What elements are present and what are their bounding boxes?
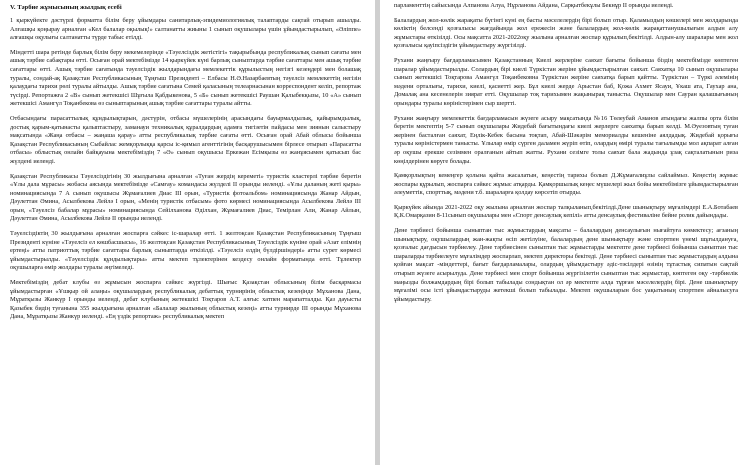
paragraph-independence-events: Тәуелсіздіктің 30 жылдығына арналған жоспарға сәйкес іс-шаралар өтті. 1 желтоқсан Қазақстан Республикасының Тұңғыш Президенті күніне «Тәуелсіз ел көшбасшысы», 16 желтоқсан Қазақстан Республикасының Тәуелсіздік күніне орай «Азат елімнің ертеңі» атты патриоттық тәрбие сағаттары барлық сыныптарда өткізілді. «Тәуелсіз елдің бүлдіршіндері» атты сурет көрмесі ұйымдастырылды. «Тәуелсіздік құндылықтары» атты мектеп тұлектерінен кездесу онлайн форматында өтті. Тұлектер оқушыларға өмір жолдары туралы әңгімеледі. [10, 230, 361, 272]
paragraph-physical-education: Дене тәрбиесі бойынша сыныптан тыс жұмыстардың мақсаты – балалардың денсаулығын нығайтуға көмектесу; ағзаның шынықтыру, оқушылардың жан-жақты өсіп жетілуіне, балалардың дене шынықтыру және спортпен үнемі шұғылдануға, қозғалыс дағдысын тәрбиелеу. Дене тәрбиесінен сыныптан тыс жұмыстарды мектепте дене тәрбиесі бойынша сыныптан тыс шараларды тәрбиелеуге мұғалімдер жоспарлап, мектеп директоры бекітеді. Дене тәрбиесі сыныптан тыс жұмыстардың алдына қойған мақсат -міндеттері, бағыт бағдарламалары, олардың ұйымдастыру әдіс-тәсілдері өзінің тұтастық сипатын сақтай отырып жүзеге асырылуда. Дене тәрбиесі мен спорт бойынша жүргізілетін сыныптан тыс жұмыстар, көптеген оқу -тәрбиелік маңызды болжамдардың бірі болып табылады сондықтан ол әр мектепте алда тұрған мәселелердің бірі. Дене шынықтыру мұғалімі осы істі ұйымдастыруды жетекші болып табылады. Мектеп оқушыларын бос уақытының спортпен айналысуға ұйымдастыру. [394, 227, 738, 303]
paragraph-debate-club: Мектебіміздің дебат клубы өз жұмысын жоспарға сәйкес жүргізді. Шығыс Қазақстан облысының білім басқармасы ұйымдастырған «Ұшқыр ой алаңы» оқушылардың республикалық дебаттық турнирінің облыстық кезеңінде Мұханова Дана, Мұратқызы Жанкүр І орынды иеленді, дебат клубының жетекшісі Тоқтаров А.Т. алғыс хатпен марапатталды. Қаз дауысты Қазыбек бидің туғанына 355 жылдығына арналған «Балалар жылының облыстық кезеңі» атты турнирде ІІІ орынды Мұханова Дана, Мұратқызы Жанкүр иеленді. «Ең үздік репортаж» республикалық мектеп [10, 279, 361, 321]
paragraph-health-festival: Қыркүйек айында 2021-2022 оқу жылына арналған жоспар талқыланып,бекітілді.Дене шынықтыру мұғалімдері Е.А.Ботабаев Қ.К.Омарқазин 8-11сынып оқушылары мен «Спорт денсаулық кепілі» атты денсаулық фестиваліне бейне ролик дайындады. [394, 203, 738, 220]
paragraph-school-opening: 1 қыркүйекте дәстүрлі форматта білім беру ұйымдары санитарлық-эпидемиологиялық талаптарды сақтай отырып ашылды. Алғашқы қоңырау арналған «Кел балалар оқылық!» салтанатты жиыны 1 сынып оқушылары үшін ұйымдастырылып, «Әліппе» алғашқы оқулығы салтанатты түрде табыс етілді. [10, 17, 361, 42]
paragraph-road-safety: Балалардың жол-көлік жарақаты бүгінгі күні ең басты мәселелердің бірі болып отыр. Қаламыздың көшелері мен жолдарында көліктің белсенді қозғалысы жағдайында жол ережесін және балалардың жол-көлік жарақаттанушылығын алдын алу жұмыстары өткізілді. Осы мақсатта 2021-2022оқу жылына арналған жоспар құрылып,бекітілді. Алдын-алу шаралары мен жол қозғалысы қауіпсіздігін ұйымдастыру жүргізілді. [394, 16, 738, 50]
document-page-right [380, 0, 750, 465]
section-heading: V. Тәрбие жұмысының жылдық есебі [10, 4, 122, 11]
paragraph-zhidebay-trip: Рухани жаңғыру мемлекеттік бағдарламасын жүзеге асыру мақсатында №16 Төлеубай Аманов атындағы жалпы орта білім беретін мектептің 5-7 сынып оқушылары Жидебай бағытындағы киелі жерлерге саяхатқа барып келді. М.Әуезовтың туған жерінен басталған саяхат, Еңлік-Кебек басына тоқтап, Абай-Шәкәрім мемориалды кешеніне аялдадық. Жидебай қорығы туралы көріністермен танысты. Ұлылар өмір сүрген даламен жүріп өтіп, олардың өмірі туралы тағылымды мол ақпарат алған әр оқушы ерекше сезіммен оралғанын айтып жатты. Рухани сезімге толы саяхат бала жадында ұзақ сақталатынын риза көңілдерінен көруге болады. [394, 114, 738, 165]
paragraph-trustee-council: Қамқорлықтың кемеңгер қолына қайта жасалатын, кеңестің тарихы болып Д.Жұмағалиұлы сайлаймыз. Кеңестің жұмыс жоспары құрылып, жоспарға сәйкес жұмыс атқарды. Қамқоршылық кеңес мүшелері жыл бойы мектебімізге ұйымдастырылған әлеуметтік, спорттық, мәдени т.б. шараларға қолдау көрсетіп отырды. [394, 172, 738, 197]
paragraph-tourism-cluster: Қазақстан Республикасы Тәуелсіздігінің 30 жылдығына арналған «Туған жердің кереметі» туристік кластерлі тәрбие беретін «Ұлы дала мұрасы» жобасы аясында мектебімізде «Самғау» командасы жүлделі ІІ орынды иеленді. «Ұлы даланың жеті қыры» номинациясында 7 А сынып оқушысы Жұмағалиев Диас ІІІ орын, «Туристік фотоальбом» номинациясында Жанар Айдын, Дәулеттан Әмина, Асылбекова Лейлә І орын, «Менің туристік отбасым» фото көрмесі номинациясында Асылбекова Лейлә ІІІ орын, «Тәуелсіз бабалар мұрасы» номинациясында Сейілханова Әділхан, Жұмағалиев Диас, Темірлан Али, Жанар Айлын, Дәулеттан Әмина, Асылбекова Лейлә ІІ орынды иеленді. [10, 172, 361, 223]
paragraph-independence-class-hour: Міндетті шара ретінде барлық білім беру мекемелерінде «Тәуелсіздік жетістігі» тақырыбында республикалық сынып сағаты мен ашық тәрбие сабақтары өтті. Осыған орай мектебімізде 14 қыркүйек күні барлық сыныптарда тәрбие сағаттары мен ашық тәрбие сағаттары өтті. Ашық тәрбие сағатында тәуелсіздік жылдарындағы мемлекеттік құрылыстың негізгі кезеңдері мен болашақ туралы, сондай-ақ Қазақстан Республикасының Тұңғыш Президенті – Елбасы Н.Ә.Назарбаевтың тәуелсіз мемлекеттің негізін қалаудағы тарихи рөлі туралы айтылды. Ашық тәрбие сағатына Семей қаласының телеарнасынан корреспондент келіп, репортаж түсірді. Репортажға 2 «В» сынып жетекшісі Шұғыла Қабдыкенова, 5 «Б» сынып жетекшісі Раушан Қалыбекқызы, 10 «А» сынып жетекшісі Амангүл Тоқанбекова өз сыныптарының ашық тәрбие сағаттары туралы айтты. [10, 48, 361, 108]
paragraph-family-values: Отбасындағы парасаттылық құндылықтарын, дәстүрін, отбасы мүшелерінің арасындағы бауырмалдылық, қайырымдылық, достық қарым-қатынасты қалыптастыру, заманауи техникалық құралдардың адамға тигізетін пайдасы мен зиянын салыстыру мақсатында «Жаңа отбасы – жаңаша қарау» атты республикалық тәрбие сағаты өтті. Осыған орай Абай облысы бойынша Қазақстан Республикасының Сыбайлас жемқорлыққа қарсы іс-қимыл агенттігінің басқарушысымен бірлесе отырып «Парасатты отбасы» облыстық онлайн байқауына мектебіміздің 7 «Ә» сынып оқушысы Еркежан Есімқызы өз жанұясымен қатысып бас жүлдені иеленді. [10, 114, 361, 165]
paragraph-turkistan-trip: Рухани жаңғыру бағдарламасымен Қазақстанның Киелі жерлеріне саяхат бағыты бойынша біздің мектебімізде көптеген шаралар ұйымдастырылды. Солардың бірі киелі Түркістан жеріне ұйымдастырылған саяхат. Саяхатқа 10 сынып оқушылары сынып жетекшісі Тоқтарова Амангүл Тоқанбековна Түркістан жеріне саяхатқа барып қайтты. Түркістан – Түркі әлемінің мәдени орталығы, тарихи, киелі, қасиетті жер. Бұл киелі жерде Арыстан баб, Қожа Ахмет Ясауи, Ұкаш ата, Гаухар ана, Домалақ ана кесенелерін зиярат етті. Оқушылар тоқ тарихымен жақынырақ танысты. Оқушылар мен Сауран қалашығының орындары туралы көріністерімен сыр шертті. [394, 56, 738, 107]
paragraph-parliament-results: парламенттің сайысында Алпанова Алуа, Нұрланова Айдана, Сарқытбекұлы Бекнұр ІІ орынды иеленді. [394, 2, 674, 9]
